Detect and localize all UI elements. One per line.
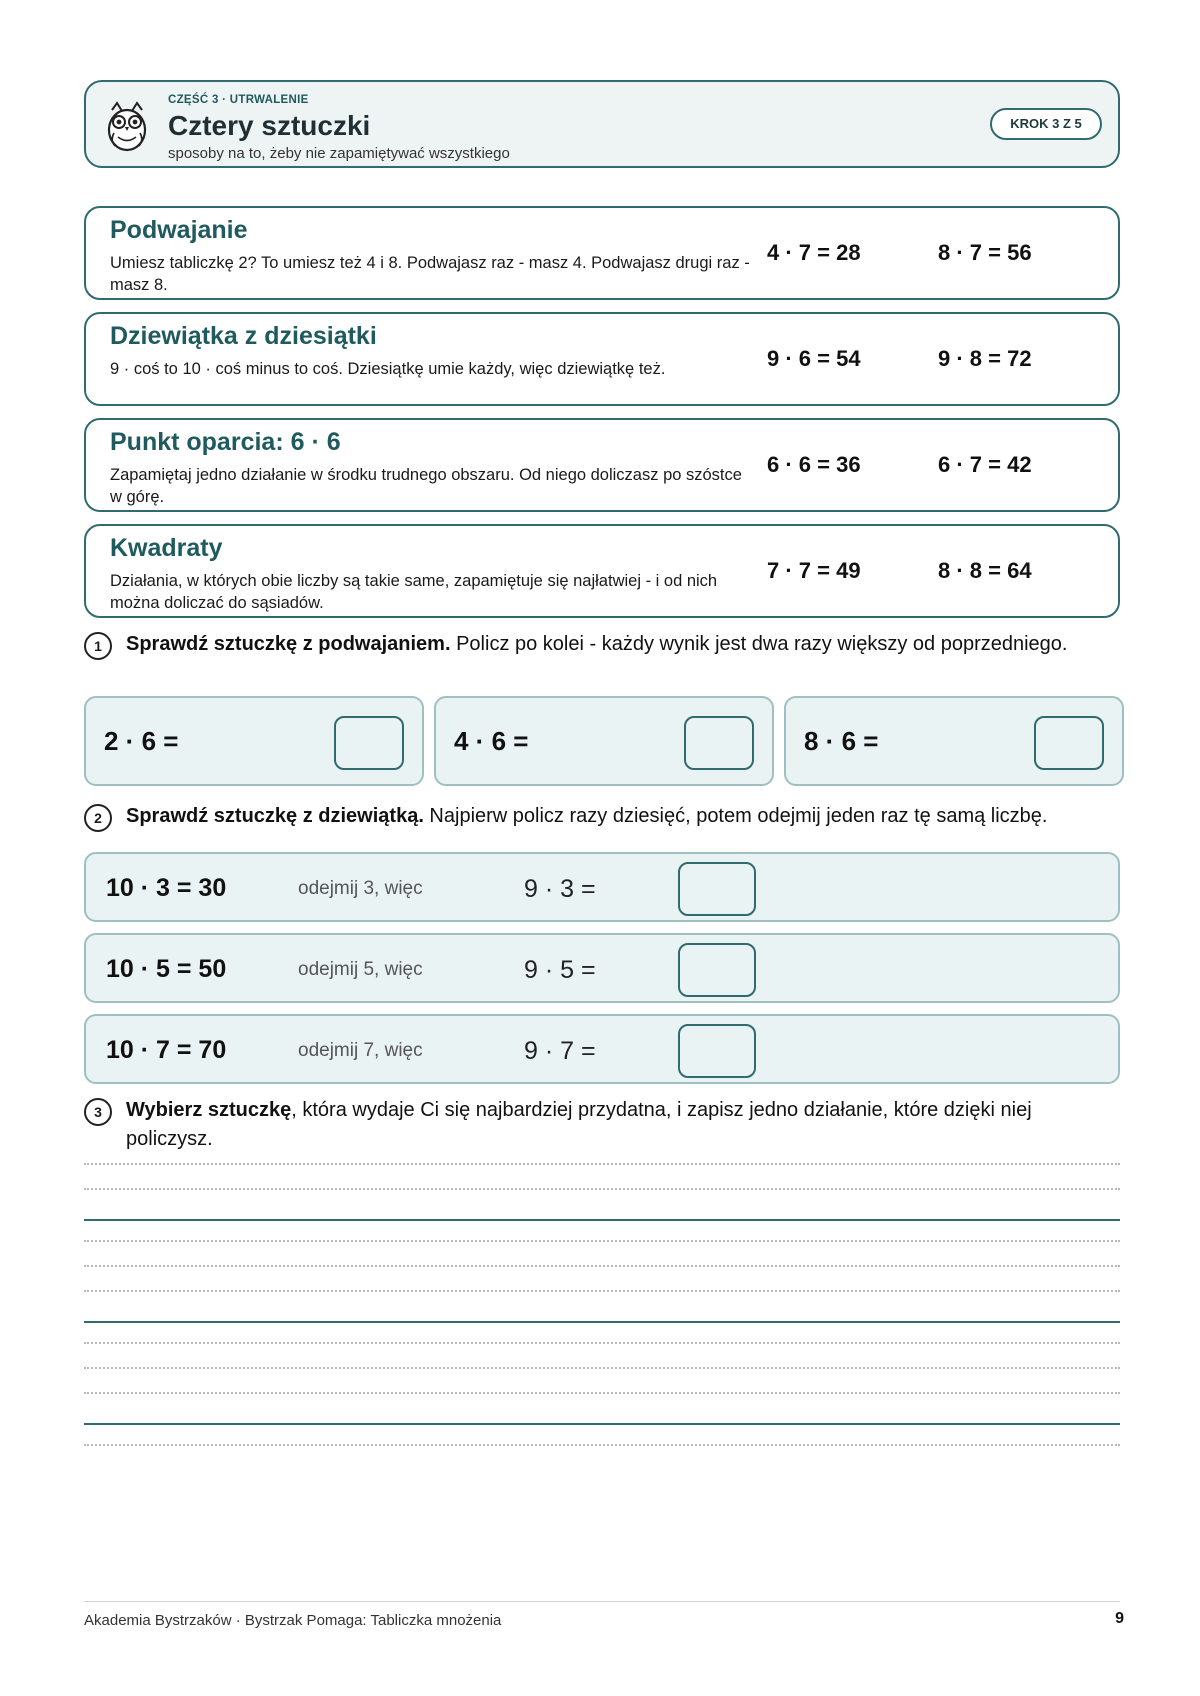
answer-box[interactable] [678, 862, 756, 916]
owl-icon [104, 100, 150, 152]
nine-times-prompt: 9 · 5 = [524, 956, 596, 984]
footer-divider [84, 1601, 1120, 1602]
task-instruction-rest: Policz po kolei - każdy wynik jest dwa razy większy od poprzedniego. [450, 633, 1068, 655]
trick-description: Działania, w których obie liczby są takie same, zapamiętuje się najłatwiej - i od nich można doliczać do sąsiadów. [110, 572, 718, 612]
answer-box[interactable] [1034, 716, 1104, 770]
writing-guide-line [84, 1392, 1120, 1394]
subtract-hint: odejmij 3, więc [298, 878, 423, 899]
trick-example: 6 · 6 = 36 [767, 452, 861, 477]
subtract-hint: odejmij 7, więc [298, 1040, 423, 1061]
step-badge: KROK 3 Z 5 [990, 108, 1102, 140]
doubling-exercise [434, 696, 774, 786]
trick-card-doubling [84, 206, 1120, 300]
trick-card-nine [84, 312, 1120, 406]
trick-description: Zapamiętaj jedno działanie w środku trudnego obszaru. Od niego doliczasz po szóstce w górę. [110, 466, 742, 506]
answer-box[interactable] [334, 716, 404, 770]
task-instruction [126, 802, 1116, 831]
writing-guide-line [84, 1240, 1120, 1242]
task-instruction-rest: Najpierw policz razy dziesięć, potem odejmij jeden raz tę samą liczbę. [423, 805, 1048, 827]
writing-line[interactable] [84, 1423, 1120, 1425]
nine-exercise-row [84, 1014, 1120, 1084]
answer-box[interactable] [684, 716, 754, 770]
nine-exercise-row [84, 933, 1120, 1003]
section-kicker: CZĘŚĆ 3 · UTRWALENIE [168, 94, 309, 106]
ten-times-equation: 10 · 7 = 70 [106, 1036, 227, 1064]
trick-example: 7 · 7 = 49 [767, 558, 861, 583]
exercise-label: 8 · 6 = [804, 726, 879, 756]
nine-exercise-row [84, 852, 1120, 922]
writing-guide-line [84, 1265, 1120, 1267]
nine-times-prompt: 9 · 3 = [524, 875, 596, 903]
task-instruction [126, 1096, 1116, 1154]
answer-box[interactable] [678, 943, 756, 997]
task-number: 2 [84, 804, 112, 832]
ten-times-equation: 10 · 3 = 30 [106, 874, 227, 902]
ten-times-equation: 10 · 5 = 50 [106, 955, 227, 983]
task-instruction-bold: Sprawdź sztuczkę z dziewiątką. [126, 805, 424, 827]
writing-guide-line [84, 1290, 1120, 1292]
task-number: 1 [84, 632, 112, 660]
footer-text: Akademia Bystrzaków · Bystrzak Pomaga: Tabliczka mnożenia [84, 1612, 502, 1629]
task-instruction-rest: , która wydaje Ci się najbardziej przydatna, i zapisz jedno działanie, które dzięki niej policzysz. [126, 1099, 1032, 1150]
writing-line[interactable] [84, 1219, 1120, 1221]
nine-times-prompt: 9 · 7 = [524, 1037, 596, 1065]
writing-guide-line [84, 1444, 1120, 1446]
trick-example: 6 · 7 = 42 [938, 452, 1032, 477]
page-title: Cztery sztuczki [168, 110, 371, 141]
trick-title: Dziewiątka z dziesiątki [110, 322, 377, 350]
trick-example: 9 · 8 = 72 [938, 346, 1032, 371]
trick-title: Punkt oparcia: 6 · 6 [110, 428, 341, 456]
trick-card-squares [84, 524, 1120, 618]
page-number: 9 [1115, 1610, 1124, 1627]
doubling-exercise [84, 696, 424, 786]
subtract-hint: odejmij 5, więc [298, 959, 423, 980]
trick-example: 4 · 7 = 28 [767, 240, 861, 265]
writing-guide-line [84, 1163, 1120, 1165]
answer-box[interactable] [678, 1024, 756, 1078]
exercise-label: 4 · 6 = [454, 726, 529, 756]
task-instruction [126, 630, 1116, 659]
doubling-exercise [784, 696, 1124, 786]
writing-guide-line [84, 1367, 1120, 1369]
trick-title: Podwajanie [110, 216, 248, 244]
task-instruction-bold: Wybierz sztuczkę [126, 1099, 292, 1121]
writing-line[interactable] [84, 1321, 1120, 1323]
trick-description: Umiesz tabliczkę 2? To umiesz też 4 i 8. Podwajasz raz - masz 4. Podwajasz drugi raz - masz 8. [110, 254, 750, 294]
trick-title: Kwadraty [110, 534, 223, 562]
trick-example: 8 · 8 = 64 [938, 558, 1032, 583]
exercise-label: 2 · 6 = [104, 726, 179, 756]
trick-description: 9 · coś to 10 · coś minus to coś. Dziesiątkę umie każdy, więc dziewiątkę też. [110, 360, 666, 378]
worksheet-header [84, 80, 1120, 168]
task-instruction-bold: Sprawdź sztuczkę z podwajaniem. [126, 633, 451, 655]
trick-example: 9 · 6 = 54 [767, 346, 861, 371]
writing-guide-line [84, 1188, 1120, 1190]
task-number: 3 [84, 1098, 112, 1126]
trick-example: 8 · 7 = 56 [938, 240, 1032, 265]
writing-guide-line [84, 1342, 1120, 1344]
trick-card-anchor [84, 418, 1120, 512]
page-subtitle: sposoby na to, żeby nie zapamiętywać wszystkiego [168, 145, 510, 162]
